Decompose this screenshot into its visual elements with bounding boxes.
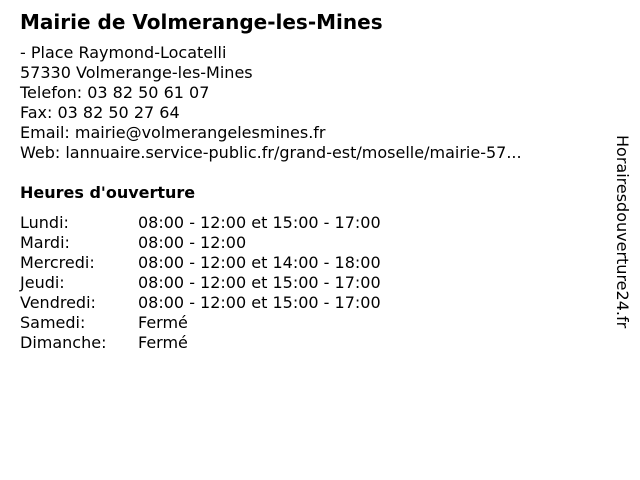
time-value: 08:00 - 12:00 et 15:00 - 17:00 [138, 273, 381, 292]
hours-row-monday [20, 213, 381, 233]
phone-number: Telefon: 03 82 50 61 07 [20, 83, 210, 102]
time-value: 08:00 - 12:00 et 15:00 - 17:00 [138, 293, 381, 312]
hours-row-thursday [20, 273, 381, 293]
street-address: - Place Raymond-Locatelli [20, 43, 227, 62]
time-value: Fermé [138, 333, 188, 352]
hours-heading: Heures d'ouverture [20, 183, 196, 202]
hours-row-friday [20, 293, 381, 313]
hours-row-saturday [20, 313, 381, 333]
hours-row-tuesday [20, 233, 381, 253]
day-label: Jeudi: [20, 273, 65, 292]
email-address: Email: mairie@volmerangelesmines.fr [20, 123, 326, 142]
hours-row-wednesday [20, 253, 381, 273]
website-link: Web: lannuaire.service-public.fr/grand-est/moselle/mairie-57... [20, 143, 522, 162]
opening-hours-list [20, 213, 381, 353]
page-title: Mairie de Volmerange-les-Mines [20, 10, 383, 34]
time-value: 08:00 - 12:00 [138, 233, 247, 252]
watermark-text: Horairesdouverture24.fr [613, 135, 632, 329]
city-address: 57330 Volmerange-les-Mines [20, 63, 253, 82]
fax-number: Fax: 03 82 50 27 64 [20, 103, 180, 122]
time-value: 08:00 - 12:00 et 15:00 - 17:00 [138, 213, 381, 232]
address-block [20, 43, 522, 163]
day-label: Vendredi: [20, 293, 96, 312]
day-label: Samedi: [20, 313, 86, 332]
time-value: Fermé [138, 313, 188, 332]
day-label: Lundi: [20, 213, 69, 232]
time-value: 08:00 - 12:00 et 14:00 - 18:00 [138, 253, 381, 272]
day-label: Mardi: [20, 233, 70, 252]
day-label: Mercredi: [20, 253, 95, 272]
day-label: Dimanche: [20, 333, 107, 352]
hours-row-sunday [20, 333, 381, 353]
